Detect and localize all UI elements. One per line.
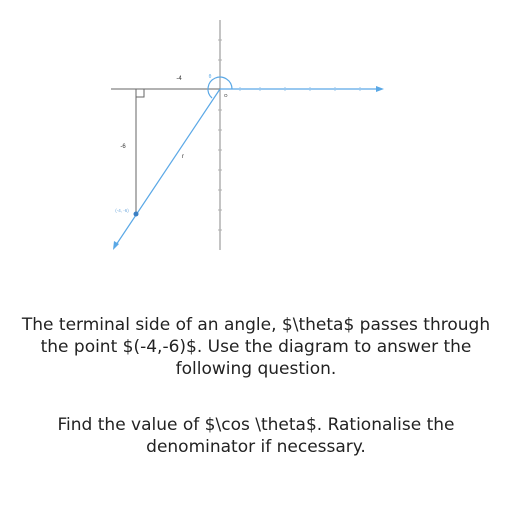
origin-label: O (224, 93, 228, 98)
hypotenuse-label: r (182, 154, 184, 160)
question-line-1: The terminal side of an angle, $\theta$ passes through (21, 315, 491, 335)
initial-side-arrowhead (376, 86, 384, 92)
question-task (0, 414, 512, 458)
point-label: (-4, -6) (115, 208, 129, 213)
question-line-5: denominator if necessary. (146, 437, 366, 457)
angle-label: θ (208, 74, 212, 80)
right-angle-marker (136, 89, 144, 97)
question-statement (0, 314, 512, 380)
terminal-side-ray (116, 89, 220, 245)
y-length-label: -6 (120, 144, 126, 150)
x-length-label: -4 (176, 76, 182, 82)
question-line-3: following question. (175, 359, 337, 379)
question-line-2: the point $(-4,-6)$. Use the diagram to answer the (40, 337, 472, 357)
point-marker (134, 212, 139, 217)
question-line-4: Find the value of $\cos \theta$. Rationalise the (57, 415, 455, 435)
